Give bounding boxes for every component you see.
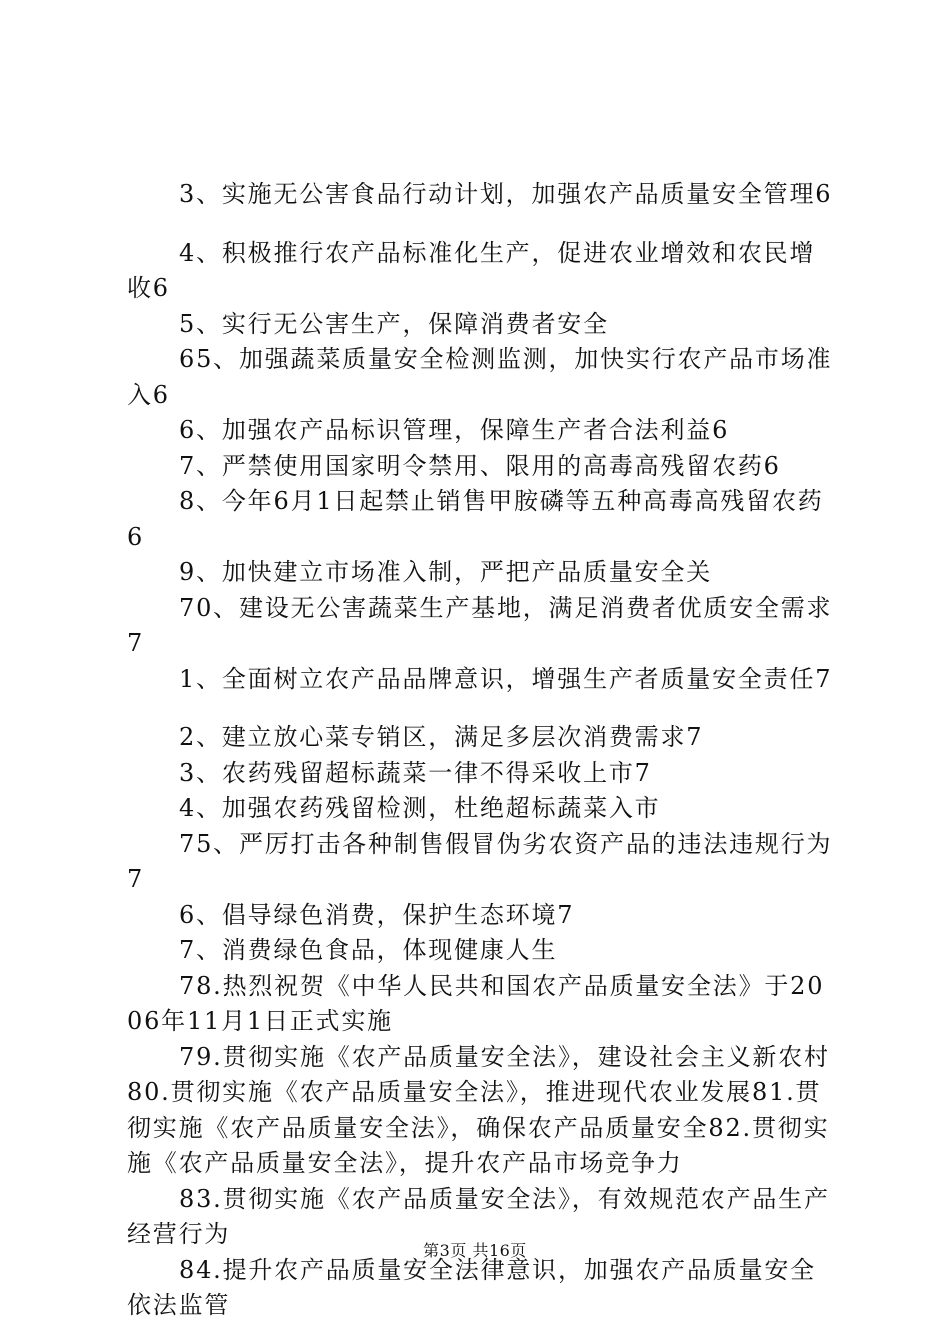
paragraph: 8、今年6月1日起禁止销售甲胺磷等五种高毒高残留农药6 bbox=[127, 487, 824, 551]
paragraph: 3、农药残留超标蔬菜一律不得采收上市7 bbox=[179, 758, 652, 787]
paragraph: 78.热烈祝贺《中华人民共和国农产品质量安全法》于2006年11月1日正式实施 bbox=[127, 971, 825, 1035]
paragraph: 7、消费绿色食品，体现健康人生 bbox=[179, 936, 558, 964]
paragraph: 6、倡导绿色消费，保护生态环境7 bbox=[179, 900, 575, 929]
paragraph: 3、实施无公害食品行动计划，加强农产品质量安全管理6 bbox=[179, 180, 833, 208]
paragraph: 1、全面树立农产品品牌意识，增强生产者质量安全责任7 bbox=[179, 664, 833, 693]
paragraph: 4、积极推行农产品标准化生产，促进农业增效和农民增收6 bbox=[127, 238, 816, 302]
paragraph: 84.提升农产品质量安全法律意识，加强农产品质量安全依法监管 bbox=[127, 1255, 816, 1319]
paragraph: 83.贯彻实施《农产品质量安全法》，有效规范农产品生产经营行为 bbox=[127, 1184, 830, 1248]
document-body bbox=[127, 177, 833, 1324]
paragraph: 9、加快建立市场准入制，严把产品质量安全关 bbox=[179, 558, 713, 586]
paragraph: 4、加强农药残留检测，杜绝超标蔬菜入市 bbox=[179, 794, 661, 822]
paragraph: 5、实行无公害生产，保障消费者安全 bbox=[179, 309, 609, 338]
page-number-label: 第3页 共16页 bbox=[423, 1241, 527, 1260]
paragraph: 7、严禁使用国家明令禁用、限用的高毒高残留农药6 bbox=[179, 451, 781, 480]
paragraph: 65、加强蔬菜质量安全检测监测，加快实行农产品市场准入6 bbox=[127, 345, 833, 409]
paragraph: 2、建立放心菜专销区，满足多层次消费需求7 bbox=[179, 723, 704, 751]
paragraph: 79.贯彻实施《农产品质量安全法》，建设社会主义新农村80.贯彻实施《农产品质量安全法》，推进现代农业发展81.贯彻实施《农产品质量安全法》，确保农产品质量安全82.贯彻实施《农产品质量安全法》，提升农产品市场竞争力 bbox=[127, 1042, 830, 1177]
paragraph: 6、加强农产品标识管理，保障生产者合法利益6 bbox=[179, 416, 730, 444]
page-footer bbox=[0, 1238, 950, 1261]
paragraph: 75、严厉打击各种制售假冒伪劣农资产品的违法违规行为7 bbox=[127, 829, 833, 893]
paragraph: 70、建设无公害蔬菜生产基地，满足消费者优质安全需求7 bbox=[127, 593, 833, 657]
